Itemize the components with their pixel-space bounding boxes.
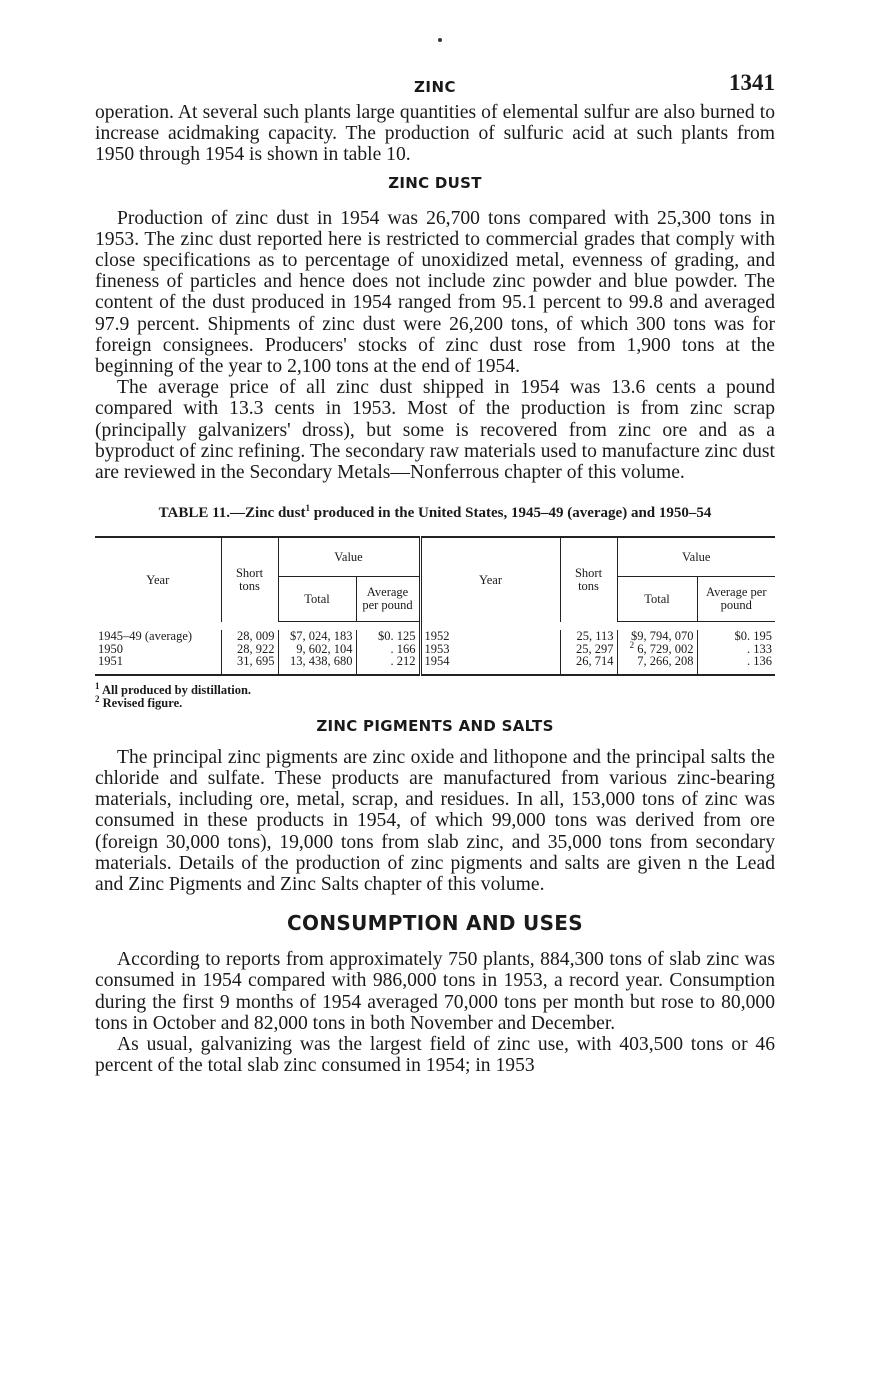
section-heading-zinc-dust: ZINC DUST	[388, 173, 482, 192]
tons-cell: 28, 922	[221, 643, 278, 656]
total-cell: $7, 024, 183	[278, 630, 356, 643]
document-page	[95, 70, 775, 1076]
footnote: $^1$ All produced by distillation.	[95, 680, 252, 697]
year-cell: 1950	[98, 641, 123, 656]
total-cell: 9, 602, 104	[278, 643, 356, 656]
year-cell: 1953	[420, 643, 560, 656]
table-footnotes	[95, 680, 775, 711]
tons-cell: 28, 009	[221, 630, 278, 643]
footnote: $^2$ Revised figure.	[95, 694, 183, 711]
pigments-paragraph: The principal zinc pigments are zinc oxide and lithopone and the principal salts the chloride and sulfate. These products are manufactured from various zinc-bearing materials, including ore, metal, scrap, and residues. In all, 153,000 tons of zinc was consumed in these products in 1954, of which 99,000 tons was derived from ore (foreign 30,000 tons), 19,000 tons from slab zinc, and 35,000 tons from secondary materials. Details of the production of zinc pigments and salts are given n the Lead and Zinc Pigments and Zinc Salts chapter of this volume.	[95, 746, 775, 895]
running-head	[95, 70, 775, 102]
section-heading-consumption: CONSUMPTION AND USES	[287, 911, 583, 936]
header-value-right: Value	[617, 537, 775, 577]
tons-cell: 26, 714	[560, 655, 617, 675]
intro-paragraph: operation. At several such plants large quantities of elemental sulfur are also burned to increase acidmaking capacity. The production of sulfuric acid at such plants from 1950 through 1954 is shown in table 10.	[95, 102, 775, 166]
total-cell: 13, 438, 680	[278, 655, 356, 675]
tons-cell: 31, 695	[221, 655, 278, 675]
table-row	[95, 655, 775, 675]
avg-cell: . 133	[697, 643, 775, 656]
year-cell: 1945–49 (average)	[98, 629, 193, 644]
tons-cell: 25, 113	[560, 630, 617, 643]
zinc-dust-paragraph-1: Production of zinc dust in 1954 was 26,700 tons compared with 25,300 tons in 1953. The zinc dust reported here is restricted to commercial grades that comply with close specifications as to percentage of unoxidized metal, evenness of grading, and fineness of particles and hence does not include zinc powder and blue powder. The content of the dust produced in 1954 ranged from 95.1 percent to 99.8 and averaged 97.9 percent. Shipments of zinc dust were 26,200 tons, of which 300 tons was for foreign consignees. Producers' stocks of zinc dust rose from 1,900 tons at the beginning of the year to 2,100 tons at the end of 1954.	[95, 207, 775, 378]
ink-speck	[438, 38, 442, 42]
section-heading-pigments: ZINC PIGMENTS AND SALTS	[316, 716, 554, 735]
year-cell: 1952	[420, 630, 560, 643]
year-cell: 1951	[95, 655, 221, 675]
header-total-left: Total	[278, 577, 356, 622]
total-note-ref: 2	[629, 639, 635, 650]
table-caption-note-ref: 1	[305, 503, 310, 514]
table-caption-prefix: TABLE 11.—Zinc dust	[158, 505, 306, 522]
header-year-right: Year	[420, 537, 560, 622]
avg-cell: . 212	[356, 655, 420, 675]
header-value-left: Value	[278, 537, 420, 577]
consumption-paragraph-2: As usual, galvanizing was the largest field of zinc use, with 403,500 tons or 46 percent of the total slab zinc consumed in 1954; in 1953	[95, 1033, 775, 1077]
avg-cell: $0. 125	[356, 630, 420, 643]
total-cell	[617, 655, 697, 675]
total-value: 7, 266, 208	[637, 654, 694, 669]
page-number: 1341	[729, 70, 775, 95]
zinc-dust-paragraph-2: The average price of all zinc dust shipped in 1954 was 13.6 cents a pound compared with 13.3 cents in 1953. Most of the production is from zinc scrap (principally galvanizers' dross), but some is recovered from zinc ore and as a byproduct of zinc refining. The secondary raw materials used to manufacture zinc dust are reviewed in the Secondary Metals—Nonferrous chapter of this volume.	[95, 377, 775, 484]
total-value: $9, 794, 070	[631, 629, 694, 644]
zinc-dust-table	[95, 536, 775, 676]
header-short-tons-right: Short tons	[560, 537, 617, 622]
running-title: ZINC	[413, 78, 457, 96]
header-avg-left: Average per pound	[356, 577, 420, 622]
tons-cell: 25, 297	[560, 643, 617, 656]
table-11	[95, 536, 775, 711]
header-avg-right: Average per pound	[697, 577, 775, 622]
header-year-left: Year	[95, 537, 221, 622]
avg-cell: . 166	[356, 643, 420, 656]
header-short-tons-left: Short tons	[221, 537, 278, 622]
avg-cell: . 136	[697, 655, 775, 675]
header-total-right: Total	[617, 577, 697, 622]
avg-cell: $0. 195	[697, 630, 775, 643]
total-value: 6, 729, 002	[637, 641, 694, 656]
year-cell: 1954	[420, 655, 560, 675]
table-caption	[95, 505, 775, 522]
consumption-paragraph-1: According to reports from approximately 750 plants, 884,300 tons of slab zinc was consumed in 1954 compared with 986,000 tons in 1953, a record year. Consumption during the first 9 months of 1954 averaged 70,000 tons per month but rose to 80,000 tons in October and 82,000 tons in both November and December.	[95, 949, 775, 1034]
table-caption-suffix: produced in the United States, 1945–49 (average) and 1950–54	[313, 505, 712, 522]
